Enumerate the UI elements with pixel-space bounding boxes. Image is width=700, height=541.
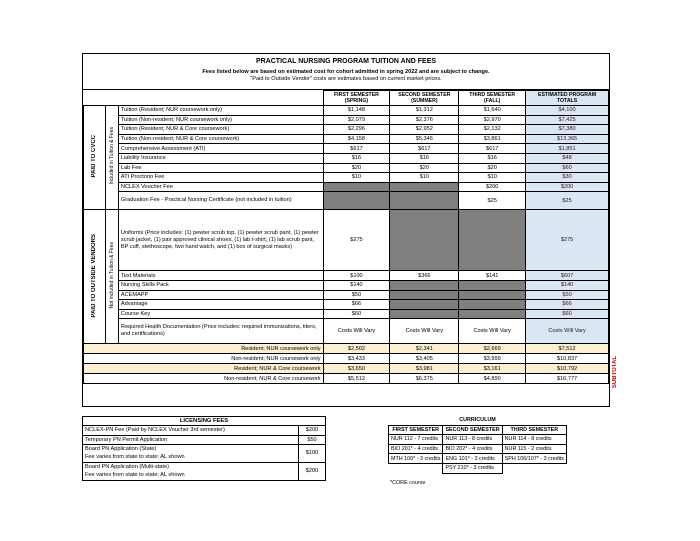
table-row: Tuition (Non-resident; NUR & Core coursework) $4,158 $5,346 $3,861 $13,365 — [84, 134, 609, 144]
table-row: Liability Insurance $16 $16 $16 $48 — [84, 153, 609, 163]
row-label: ATI Proctorio Fee — [118, 173, 323, 183]
table-row: Temporary PN Permit Application $50 — [83, 435, 326, 444]
row-label: Tuition (Resident; NUR coursework only) — [118, 106, 323, 116]
fees-grid — [83, 90, 609, 384]
table-row: Lab Fee $20 $20 $20 $60 — [84, 163, 609, 173]
row-label: Liability Insurance — [118, 153, 323, 163]
tuition-fees-table — [82, 53, 610, 407]
page-title: PRACTICAL NURSING PROGRAM TUITION AND FEES — [255, 58, 437, 65]
table-row: BIO 201* - 4 credits BIO 202* - 4 credits NUR 115 - 2 credits — [389, 444, 567, 454]
col-header-first: FIRST SEMESTER (SPRING) — [323, 91, 390, 106]
summary-row: Non-resident; NUR coursework only $3,433 $3,405 $3,999 $10,837 — [84, 354, 609, 364]
side-label-included: Included in Tuition & Fees — [105, 106, 118, 210]
table-row: Tuition (Resident; NUR & Core coursework) $2,296 $2,952 $2,132 $7,380 — [84, 125, 609, 135]
table-row: Comprehensive Assessment (ATI) $617 $617 $617 $1,851 — [84, 144, 609, 154]
side-label-not-included: Not included in Tuition & Fees — [105, 210, 118, 344]
table-row: Graduation Fee - Practical Nursing Certificate (not included in tuition) $25 $25 — [84, 192, 609, 210]
row-label: Tuition (Resident; NUR & Core coursework) — [118, 125, 323, 135]
table-row: Text Materials $100 $366 $141 $607 — [84, 271, 609, 281]
table-row: NCLEX-PN Fee (Paid by NCLEX Voucher 3rd semester) $200 — [83, 426, 326, 435]
row-label: Uniforms (Price includes: (1) pewter scrub top, (1) pewter scrub pant, (1) pewter scrub jacket, (1) pair approved clinical shoes, (1) lab t-shirt, (1) lab scrub pant, BP cuff, stethoscope, two hand watch, and (1) box of surgical masks) — [118, 210, 323, 271]
row-label: NCLEX Voucher Fee — [118, 182, 323, 192]
page-subtitle-note: "Paid to Outside Vendor" costs are estimates based on current market prices. — [250, 76, 442, 82]
table-row: Advantage $66 $66 — [84, 300, 609, 310]
table-row: NUR 112 - 7 credits NUR 113 - 8 credits NUR 114 - 8 credits — [389, 435, 567, 445]
summary-row: Resident; NUR & Core coursework $3,650 $3,981 $3,161 $10,792 — [84, 364, 609, 374]
col-header-second: SECOND SEMESTER (SUMMER) — [390, 91, 459, 106]
table-row: Course Key $60 $60 — [84, 309, 609, 319]
licensing-title: LICENSING FEES — [83, 417, 326, 426]
row-label: Tuition (Non-resident; NUR & Core coursework) — [118, 134, 323, 144]
table-row: Required Health Documentation (Price includes: required immunizations, titers, and certifications) Costs Will Vary Costs Will Vary Costs Will Vary Costs Will Vary — [84, 319, 609, 344]
curriculum-title: CURRICULUM — [459, 417, 496, 424]
table-row: Nursing Skills Pack $140 $140 — [84, 280, 609, 290]
row-label: Required Health Documentation (Price includes: required immunizations, titers, and certifications) — [118, 319, 323, 344]
table-row: PAID TO CVCC Included in Tuition & Fees Tuition (Resident; NUR coursework only) $1,148 $1,312 $1,640 $4,100 — [84, 106, 609, 116]
column-header-row — [84, 91, 609, 106]
subtotal-label: SUBTOTAL — [612, 356, 618, 389]
table-row: PAID TO OUTSIDE VENDORS Not included in Tuition & Fees Uniforms (Price includes: (1) pewter scrub top, (1) pewter scrub pant, (1) pewter scrub jacket, (1) pair approved clinical shoes, (1) lab t-shirt, (1) lab scrub pant, BP cuff, stethoscope, two hand watch, and (1) box of surgical masks) $275 $275 — [84, 210, 609, 271]
curriculum-table: CURRICULUM FIRST SEMESTER SECOND SEMESTER THIRD SEMESTER NUR 112 - 7 credits NUR 113 - 8 credits NUR 114 - 8 credits BIO 201* - 4 credits BIO 202* - 4 credits NUR 115 - 2 credits MTH 100* - 3 credits ENG 101* - 3 credits SPH 106/107* - 3 credits PSY 210* - 3 credits — [388, 416, 567, 474]
page-subtitle: Fees listed below are based on estimated cost for cohort admitted in spring 2022 and are subject to change. — [202, 69, 490, 75]
table-header — [83, 54, 609, 90]
summary-row: Non-resident; NUR & Core coursework $5,512 $6,375 $4,890 $16,777 — [84, 374, 609, 384]
table-row: Board PN Application (State) Fee varies from state to state; AL shown $100 — [83, 444, 326, 462]
summary-row: Resident; NUR coursework only $2,502 $2,341 $2,669 $7,512 — [84, 344, 609, 354]
side-label-paid-cvcc: PAID TO CVCC — [84, 106, 106, 210]
table-row: Tuition (Non-resident; NUR coursework only) $2,079 $2,376 $2,970 $7,425 — [84, 115, 609, 125]
row-label: Comprehensive Assessment (ATI) — [118, 144, 323, 154]
table-row: ATI Proctorio Fee $10 $10 $10 $30 — [84, 173, 609, 183]
table-row: NCLEX Voucher Fee $200 $200 — [84, 182, 609, 192]
side-label-paid-outside: PAID TO OUTSIDE VENDORS — [84, 210, 106, 344]
row-label: Tuition (Non-resident; NUR coursework only) — [118, 115, 323, 125]
row-label: Nursing Skills Pack — [118, 280, 323, 290]
licensing-fees-table — [82, 416, 326, 481]
table-row: PSY 210* - 3 credits — [389, 463, 567, 473]
row-label: Advantage — [118, 300, 323, 310]
core-course-note: *CORE course — [390, 480, 426, 486]
row-label: Lab Fee — [118, 163, 323, 173]
row-label: ACEMAPP — [118, 290, 323, 300]
table-row: ACEMAPP $50 $50 — [84, 290, 609, 300]
col-header-third: THIRD SEMESTER (FALL) — [459, 91, 526, 106]
table-row: Board PN Application (Multi-state) Fee varies from state to state; AL shown $200 — [83, 462, 326, 480]
table-row: MTH 100* - 3 credits ENG 101* - 3 credits SPH 106/107* - 3 credits — [389, 454, 567, 464]
row-label: Text Materials — [118, 271, 323, 281]
col-header-total: ESTIMATED PROGRAM TOTALS — [526, 91, 609, 106]
row-label: Course Key — [118, 309, 323, 319]
row-label: Graduation Fee - Practical Nursing Certificate (not included in tuition) — [118, 192, 323, 210]
